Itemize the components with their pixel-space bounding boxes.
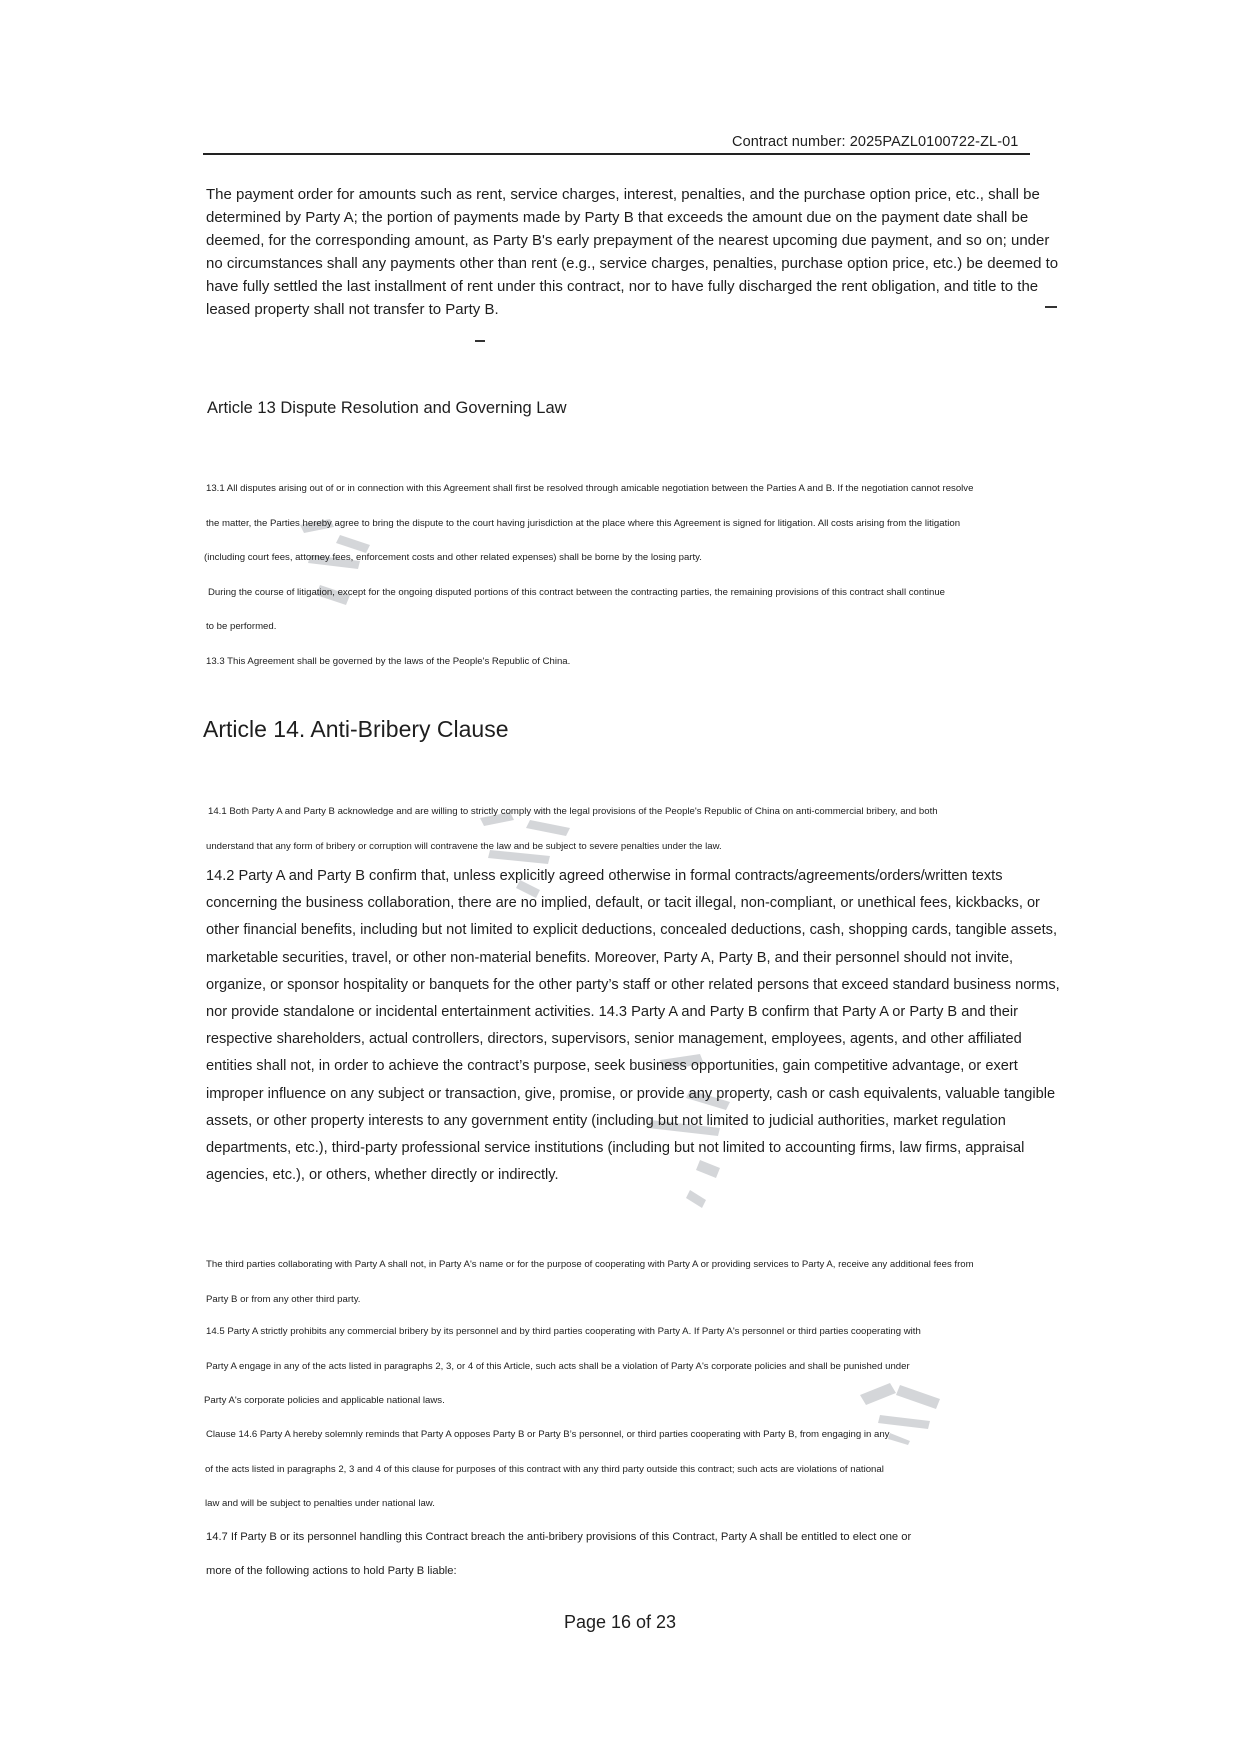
intro-paragraph: The payment order for amounts such as rent, service charges, interest, penalties, and the purchase option price, etc., shall be determined by Party A; the portion of payments made by Party B that exceeds the amount due on the payment date shall be deemed, for the corresponding amount, as Party B's early prepayment of the nearest upcoming due payment, and so on; under no circumstances shall any payments other than rent (e.g., service charges, penalties, purchase option price, etc.) be deemed to have fully settled the last installment of rent under this contract, nor to have fully discharged the rent obligation, and title to the leased property shall not transfer to Party B. (206, 186, 1059, 318)
clause-14-1-line: understand that any form of bribery or corruption will contravene the law and be subject to severe penalties under the law. (206, 840, 722, 852)
clause-14-5-line: 14.5 Party A strictly prohibits any commercial bribery by its personnel and by third parties cooperating with Party A. If Party A's personnel or third parties cooperating with (206, 1326, 921, 1337)
clause-14-1-line: 14.1 Both Party A and Party B acknowledge and are willing to strictly comply with the legal provisions of the People's Republic of China on anti-commercial bribery, and both (208, 806, 938, 817)
clause-14-6-line: Clause 14.6 Party A hereby solemnly reminds that Party A opposes Party B or Party B’s personnel, or third parties cooperating with Party B, from engaging in any (206, 1429, 890, 1440)
article-13-line: to be performed. (206, 621, 277, 632)
page-number: Page 16 of 23 (563, 1612, 677, 1632)
clause-14-5 (204, 1315, 1064, 1419)
clause-14-7-line: more of the following actions to hold Party B liable: (206, 1565, 457, 1577)
clause-14-5-line: Party A's corporate policies and applicable national laws. (204, 1395, 445, 1406)
article-13-line: 13.3 This Agreement shall be governed by the laws of the People's Republic of China. (206, 655, 571, 667)
stray-mark (1045, 306, 1057, 308)
article-13-body (206, 472, 1064, 679)
clause-14-2-3: 14.2 Party A and Party B confirm that, unless explicitly agreed otherwise in formal contracts/agreements/orders/written texts concerning the business collaboration, there are no implied, default, or tacit illegal, non-compliant, or unethical fees, kickbacks, or other financial benefits, including but not limited to explicit deductions, concealed deductions, cash, shopping cards, tangible assets, marketable securities, travel, or other non-material benefits. Moreover, Party A, Party B, and their personnel should not invite, organize, or sponsor hospitality or banquets for the other party’s staff or other related persons that exceed standard business norms, nor provide standalone or incidental entertainment activities. 14.3 Party A and Party B confirm that Party A or Party B and their respective shareholders, actual controllers, directors, supervisors, senior management, employees, agents, and other affiliated entities shall not, in order to achieve the contract’s purpose, seek business opportunities, gain competitive advantage, or exert improper influence on any subject or transaction, give, promise, or provide any property, cash or cash equivalents, valuable tangible assets, or other property interests to any government entity (including but not limited to judicial authorities, market regulation departments, etc.), third-party professional service institutions (including but not limited to accounting firms, law firms, appraisal agencies, etc.), or others, whether directly or indirectly. (206, 868, 1060, 1184)
article-13-line: 13.1 All disputes arising out of or in connection with this Agreement shall first be resolved through amicable negotiation between the Parties A and B. If the negotiation cannot resolve (206, 483, 974, 494)
stray-mark (475, 340, 485, 342)
article-13-line: the matter, the Parties hereby agree to bring the dispute to the court having jurisdiction at the place where this Agreement is signed for litigation. All costs arising from the litigation (206, 517, 961, 529)
clause-14-7 (206, 1520, 1066, 1588)
article-14-heading: Article 14. Anti-Bribery Clause (203, 716, 509, 742)
clause-14-5-line: Party A engage in any of the acts listed in paragraphs 2, 3, or 4 of this Article, such acts shall be a violation of Party A's corporate policies and shall be punished under (206, 1360, 910, 1372)
clause-14-6-line: law and will be subject to penalties under national law. (205, 1498, 435, 1509)
contract-number: Contract number: 2025PAZL0100722-ZL-01 (732, 134, 1019, 150)
article-13-line: During the course of litigation, except for the ongoing disputed portions of this contract between the contracting parties, the remaining provisions of this contract shall continue (208, 586, 946, 598)
article-13-line: (including court fees, attorney fees, enforcement costs and other related expenses) shall be borne by the losing party. (204, 552, 702, 563)
clause-14-4-line: The third parties collaborating with Party A shall not, in Party A's name or for the purpose of cooperating with Party A or providing services to Party A, receive any additional fees from (206, 1259, 974, 1270)
clause-14-6 (204, 1418, 1064, 1522)
clause-14-6-line: of the acts listed in paragraphs 2, 3 and 4 of this clause for purposes of this contract with any third party outside this contract; such acts are violations of national (205, 1463, 884, 1475)
clause-14-7-line: 14.7 If Party B or its personnel handling this Contract breach the anti-bribery provisions of this Contract, Party A shall be entitled to elect one or (206, 1531, 912, 1543)
clause-14-4-line: Party B or from any other third party. (206, 1293, 361, 1305)
header-rule (203, 153, 1030, 155)
clause-14-4 (206, 1248, 1064, 1317)
article-13-heading: Article 13 Dispute Resolution and Governing Law (207, 399, 567, 417)
clause-14-1 (206, 795, 1064, 864)
